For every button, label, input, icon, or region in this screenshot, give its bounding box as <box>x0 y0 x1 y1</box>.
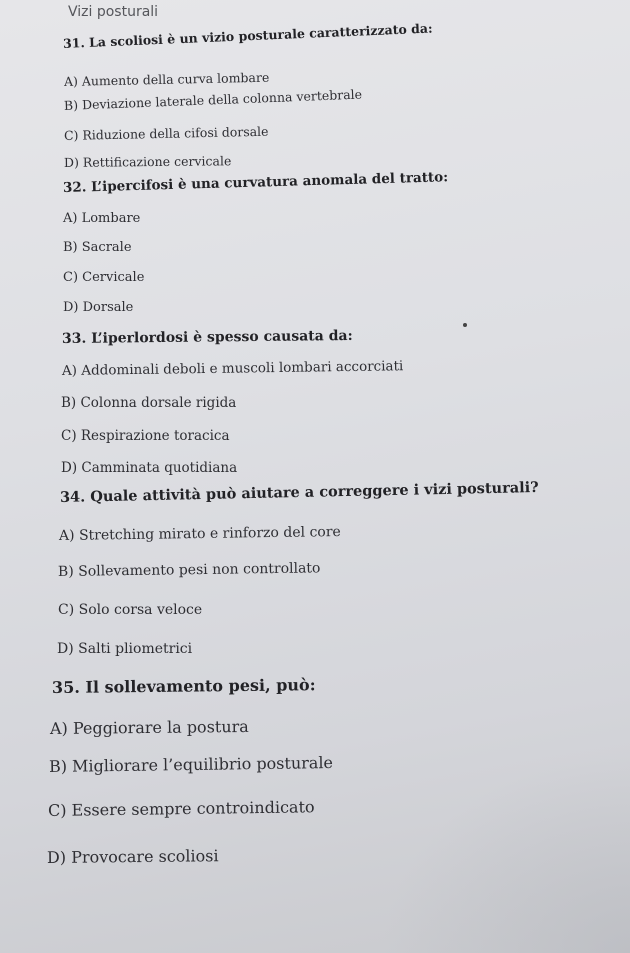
question-34-option-a: A) Stretching mirato e rinforzo del core <box>58 524 341 544</box>
question-33: 33. L’iperlordosi è spesso causata da: <box>61 327 353 347</box>
question-34: 34. Quale attività può aiutare a correggere i vizi posturali? <box>59 478 539 506</box>
question-31: 31. La scoliosi è un vizio posturale caratterizzato da: <box>62 20 433 51</box>
question-34-option-c: C) Solo corsa veloce <box>58 602 203 618</box>
question-32: 32. L’ipercifosi è una curvatura anomala del tratto: <box>62 169 449 196</box>
question-33-option-d: D) Camminata quotidiana <box>61 460 238 476</box>
question-31-option-b: B) Deviazione laterale della colonna vertebrale <box>63 86 363 113</box>
question-32-option-a: A) Lombare <box>63 211 141 226</box>
question-35-option-c: C) Essere sempre controindicato <box>47 797 315 820</box>
ink-speck <box>463 323 467 327</box>
page-shadow <box>380 753 630 953</box>
question-31-option-a: A) Aumento della curva lombare <box>63 69 270 89</box>
question-32-option-d: D) Dorsale <box>63 300 134 315</box>
question-31-option-c: C) Riduzione della cifosi dorsale <box>63 123 269 143</box>
question-33-option-a: A) Addominali deboli e muscoli lombari accorciati <box>61 358 404 379</box>
question-35-option-a: A) Peggiorare la postura <box>49 716 249 738</box>
question-33-option-b: B) Colonna dorsale rigida <box>61 395 237 411</box>
question-35: 35. Il sollevamento pesi, può: <box>51 675 316 697</box>
question-33-option-c: C) Respirazione toracica <box>61 428 230 444</box>
question-34-option-d: D) Salti pliometrici <box>57 641 193 657</box>
page-title: Vizi posturali <box>68 4 159 20</box>
question-32-option-b: B) Sacrale <box>63 240 132 255</box>
question-34-option-b: B) Sollevamento pesi non controllato <box>57 560 321 580</box>
question-31-option-d: D) Rettificazione cervicale <box>63 153 232 170</box>
question-35-option-b: B) Migliorare l’equilibrio posturale <box>48 753 334 776</box>
question-35-option-d: D) Provocare scoliosi <box>46 846 219 867</box>
question-32-option-c: C) Cervicale <box>63 270 145 285</box>
